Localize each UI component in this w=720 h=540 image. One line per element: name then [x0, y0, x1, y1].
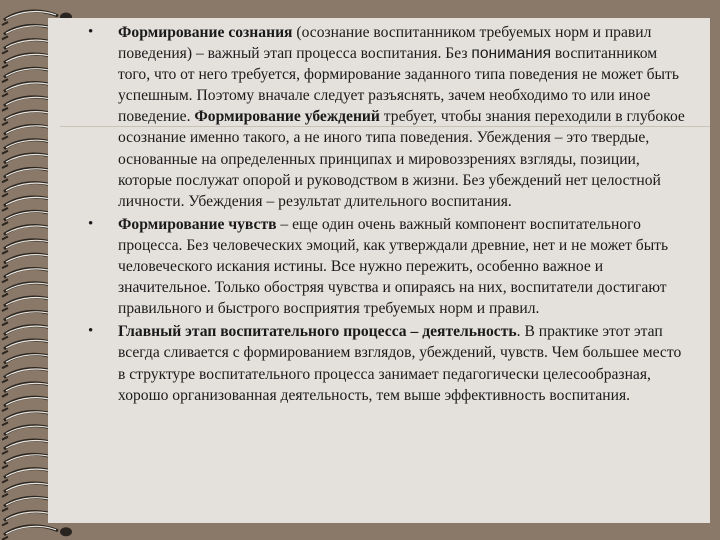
list-item — [88, 214, 686, 319]
list-item-text — [118, 321, 686, 405]
list-item-text — [118, 214, 686, 319]
term-feelings: Формирование чувств — [118, 215, 277, 233]
list-item-text — [118, 22, 686, 212]
list-item — [88, 22, 686, 212]
text-span: воспитанником того, что от него требуется, формирование заданного типа поведения не может быть успешным. Поэтому вначале следует разъяснять, зачем необходимо то или иное поведение. — [118, 45, 679, 126]
text-span: – еще один очень важный компонент воспитательного процесса. Без человеческих эмоций, как утверждали древние, нет и не может быть человеческого искания истины. Все нужно пережить, особенно важное и значительное. Только обостряя чувства и опираясь на них, воспитатели достигают правильного и быстрого восприятия требуемых норм и правил. — [118, 215, 669, 318]
bullet-icon: • — [88, 215, 94, 232]
term-consciousness: Формирование сознания — [118, 24, 293, 41]
list-item — [88, 321, 686, 405]
bullet-list — [88, 22, 686, 408]
bullet-icon: • — [88, 24, 94, 40]
binding-ring — [2, 526, 72, 540]
term-beliefs: Формирование убеждений — [194, 108, 380, 126]
text-span: понимания — [471, 45, 552, 63]
text-span: . В практике этот этап всегда сливается с формированием взглядов, убеждений, чувств. Чем большее место в структуре воспитательного процесса занимает педагогически целесообразная, хорошо организованная деятельность, тем выше эффективность воспитания. — [118, 323, 682, 404]
text-span: (осознание воспитанником требуемых норм и правил поведения) – важный этап процесса воспитания. Без — [118, 24, 652, 63]
text-span: требует, чтобы знания переходили в глубокое осознание именно такого, а не иного типа поведения. Убеждения – это твердые, основанные на определенных принципах и мировоззрениях взгляды, позиции, которые послужат опорой и руководством в жизни. Без убеждений нет целостной личности. Убеждения – результат длительного воспитания. — [118, 108, 685, 210]
bullet-icon: • — [88, 323, 94, 340]
term-activity: Главный этап воспитательного процесса – деятельность — [118, 323, 517, 341]
